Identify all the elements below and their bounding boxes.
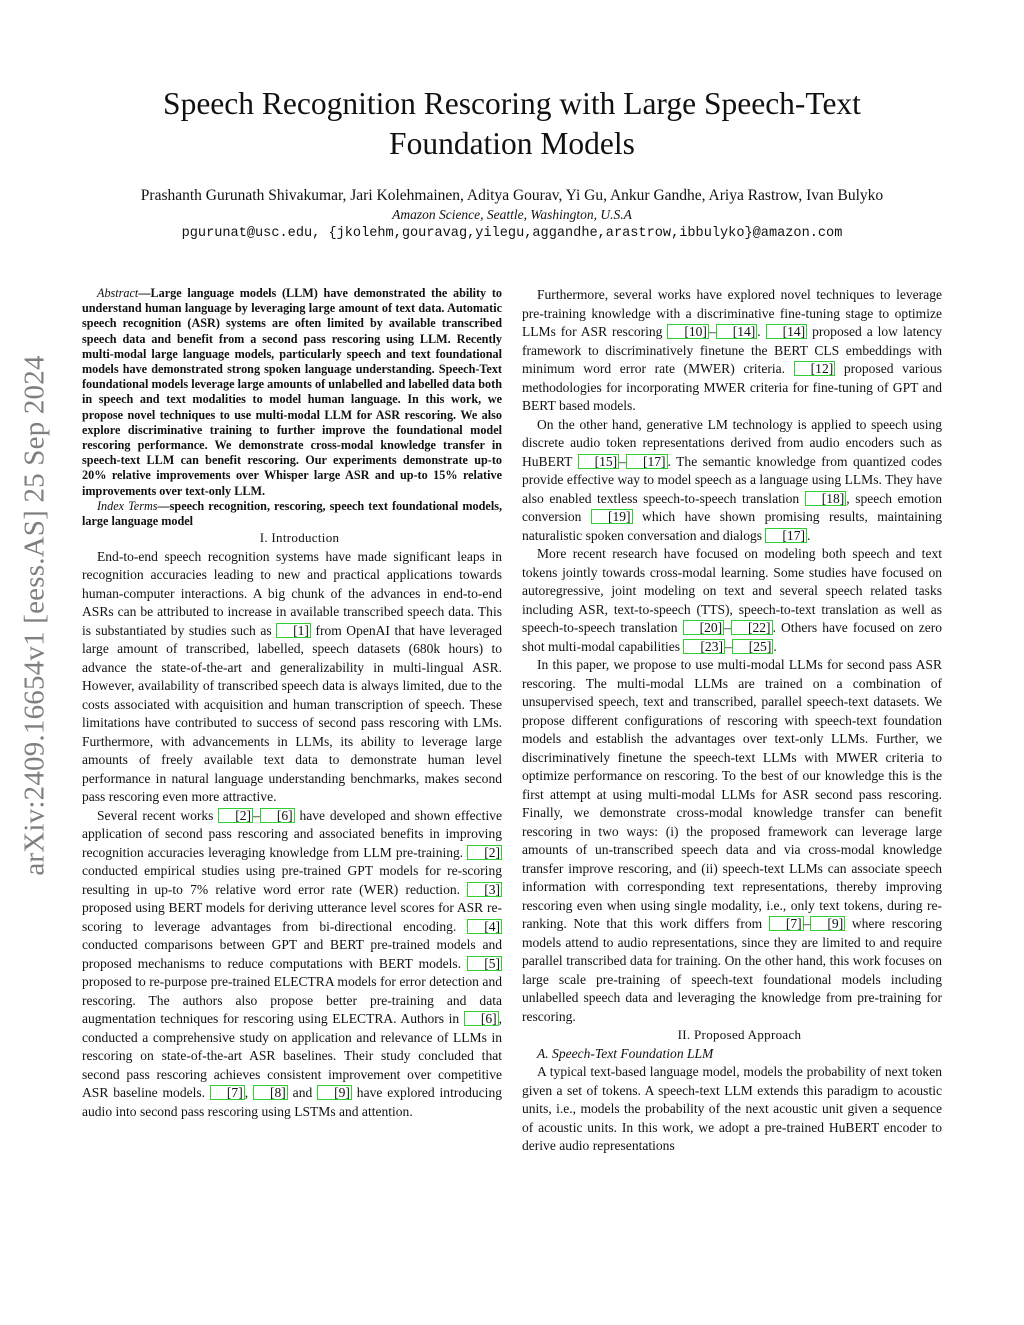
right-paragraph-1 [522, 286, 942, 416]
paragraph-text: . [773, 638, 777, 654]
citation-link[interactable]: [17] [765, 528, 807, 543]
citation-link[interactable]: [15] [578, 454, 620, 469]
section-heading-proposed-approach: II. Proposed Approach [677, 1027, 802, 1042]
paragraph-text: and [287, 1085, 318, 1101]
paragraph-text: have developed and shown effective application of second pass rescoring and associated benefits in improving recognition accuracies leveraging knowledge from LLM pre-training. [82, 807, 502, 860]
right-paragraph-2 [522, 416, 942, 546]
citation-link[interactable]: [7] [210, 1085, 245, 1100]
citation-link[interactable]: [5] [467, 956, 502, 971]
citation-link[interactable]: [7] [769, 916, 804, 931]
paragraph-text: where rescoring models attend to audio representations, since they are limited to and require parallel transcribed data for training. On the other hand, this work focuses on large scale pre-training of speech-text foundational models including unlabelled speech data and leveraging the knowledge from pre-training for rescoring. [522, 916, 942, 1024]
citation-link[interactable]: [23] [683, 639, 725, 654]
citation-link[interactable]: [6] [464, 1011, 499, 1026]
paragraph-text: , speech emotion conversion [522, 490, 942, 524]
arxiv-identifier: arXiv:2409.16654v1 [eess.AS] 25 Sep 2024 [18, 354, 51, 876]
citation-link[interactable]: [1] [276, 623, 311, 638]
subsection-heading-speech-text-llm: A. Speech-Text Foundation LLM [537, 1045, 714, 1061]
citation-link[interactable]: [6] [260, 808, 295, 823]
citation-link[interactable]: [12] [794, 361, 836, 376]
email-addresses: pgurunat@usc.edu, {jkolehm,gouravag,yilegu,aggandhe,arastrow,ibbulyko}@amazon.com [181, 226, 843, 241]
paragraph-text: which have shown promising results, maintaining naturalistic spoken conversation and dialogs [522, 509, 942, 543]
paragraph-text: – [803, 916, 811, 931]
paragraph-text: End-to-end speech recognition systems have made significant leaps in recognition accuracies leading to new and practical applications towards human-computer interactions. A big chunk of the advances in end-to-end ASRs can be attributed to increase in available transcribed speech data. This is substantiated by studies such as [82, 548, 502, 638]
paragraph-text: – [619, 453, 626, 469]
citation-link[interactable]: [10] [667, 324, 709, 339]
paragraph-text: Furthermore, several works have explored novel techniques to leverage pre-training knowledge with a discriminative fine-tuning stage to optimize LLMs for ASR rescoring [522, 287, 942, 339]
paragraph-text: In this paper, we propose to use multi-modal LLMs for second pass ASR rescoring. The multi-modal LLMs are trained on a combination of unsupervised speech, text and transcribed, parallel speech-text datasets. We propose different configurations of rescoring with speech-text foundation models and establish the advantages over text-only LLMs. Further, we discriminatively finetune the speech-text LLMs with MWER criteria to optimize performance on rescoring. To the best of our knowledge this is the first attempt at using multi-modal LLMs for ASR second pass rescoring. Finally, we demonstrate cross-modal knowledge transfer can benefit rescoring in two ways: (i) the proposed framework can leverage large amounts of un-transcribed speech data and via cross-modal knowledge transfer improve rescoring, and (ii) speech-text LLMs can associate speech information with corresponding text representations, thereby improving rescoring even when using single modality, i.e., only text tokens, during re-ranking. Note that this work differs from [522, 657, 942, 931]
author-list: Prashanth Gurunath Shivakumar, Jari Kolehmainen, Aditya Gourav, Yi Gu, Ankur Gandhe, Ariya Rastrow, Ivan Bulyko [140, 187, 884, 204]
citation-link[interactable]: [20] [683, 620, 725, 635]
paragraph-text: . Others have focused on zero shot multi-modal capabilities [522, 620, 943, 654]
paragraph-text: . [807, 527, 811, 543]
section-heading-introduction: I. Introduction [259, 530, 340, 546]
abstract-lead: Abstract [97, 286, 139, 300]
paragraph-text: proposed using BERT models for deriving utterance level scores for ASR re-scoring to leverage advantages from bi-directional encoding. [82, 900, 502, 934]
paragraph-text: proposed to re-purpose pre-trained ELECTRA models for error detection and rescoring. The authors also propose better pre-training and data augmentation techniques for rescoring using ELECTRA. Authors in [82, 974, 502, 1027]
citation-link[interactable]: [2] [218, 808, 253, 823]
paragraph-text: Several recent works [97, 807, 219, 823]
abstract [82, 286, 502, 499]
citation-link[interactable]: [3] [467, 882, 502, 897]
citation-link[interactable]: [22] [731, 620, 773, 635]
paper-title [80, 84, 944, 164]
paragraph-text: – [253, 807, 260, 823]
citation-link[interactable]: [17] [626, 454, 668, 469]
paragraph-text: – [724, 620, 731, 635]
paragraph-text: from OpenAI that have leveraged large amount of transcribed, labelled, speech datasets (680k hours) to advance the state-of-the-art and generalizability in multi-lingual ASR. However, availability of transcribed speech data is always limited, due to the costs associated with acquisition and human transcription of speech. These limitations have contributed to success of second pass rescoring with LMs. Furthermore, with advancements in LLMs, its ability to leverage large amounts of freely available text data to demonstrate human level performance in natural language understanding benchmarks, makes second pass rescoring even more attractive. [82, 622, 502, 805]
citation-link[interactable]: [25] [732, 639, 774, 654]
index-terms-lead: Index Terms [97, 498, 158, 513]
citation-link[interactable]: [14] [716, 324, 758, 339]
citation-link[interactable]: [14] [766, 324, 808, 339]
index-terms [82, 499, 502, 529]
citation-link[interactable]: [18] [805, 491, 847, 506]
paragraph-text: conducted comparisons between GPT and BERT pre-trained models and proposed mechanisms to reduce computations with BERT models. [82, 937, 502, 971]
title-line-2: Foundation Models [389, 126, 635, 161]
citation-link[interactable]: [4] [467, 919, 502, 934]
paragraph-text: . The semantic knowledge from quantized codes provide effective way to model speech as a language using LLMs. They have also enabled textless speech-to-speech translation [522, 453, 942, 506]
paragraph-text: – [724, 638, 732, 654]
intro-paragraph-2 [82, 807, 502, 1122]
paragraph-text: , conducted a comprehensive study on application and relevance of LLMs in rescoring on state-of-the-art ASR baselines. Their study concluded that second pass rescoring achieves consistent improvement over competitive ASR baseline models. [82, 1011, 502, 1101]
right-paragraph-5: A typical text-based language model, models the probability of next token given a set of tokens. A speech-text LLM extends this paradigm to acoustic units, i.e., models the probability of the next acoustic unit given a sequence of acoustic units. In this work, we adopt a pre-trained HuBERT encoder to derive audio representations [522, 1064, 942, 1153]
right-column [522, 286, 942, 1156]
paragraph-text: – [708, 324, 716, 339]
paragraph-text: , [244, 1085, 253, 1101]
index-terms-text: —speech recognition, rescoring, speech text foundational models, large language model [82, 498, 502, 529]
intro-paragraph-1 [82, 548, 502, 807]
left-column [82, 286, 502, 1121]
title-line-1: Speech Recognition Rescoring with Large Speech-Text [163, 86, 861, 121]
citation-link[interactable]: [19] [591, 509, 633, 524]
paragraph-text: . [757, 324, 766, 339]
paragraph-text: have explored introducing audio into second pass rescoring using LSTMs and attention. [82, 1085, 502, 1119]
right-paragraph-3 [522, 545, 942, 656]
paragraph-text: On the other hand, generative LM technology is applied to speech using discrete audio token representations derived from audio encoders such as HuBERT [522, 416, 942, 469]
paragraph-text: proposed various methodologies for incorporating MWER criteria for fine-tuning of GPT and BERT based models. [522, 361, 942, 413]
paragraph-text: conducted empirical studies using pre-trained GPT models for re-scoring resulting in up-to 7% relative word error rate (WER) reduction. [82, 863, 502, 897]
arxiv-identifier-stamp [14, 300, 56, 930]
citation-link[interactable]: [9] [810, 916, 845, 931]
affiliation: Amazon Science, Seattle, Washington, U.S.A [392, 207, 632, 222]
citation-link[interactable]: [8] [253, 1085, 288, 1100]
citation-link[interactable]: [2] [467, 845, 502, 860]
citation-link[interactable]: [9] [317, 1085, 352, 1100]
abstract-text: —Large language models (LLM) have demonstrated the ability to understand human language by leveraging large amount of text data. Automatic speech recognition (ASR) systems are often limited by available transcribed speech data and benefit from a second pass rescoring using LLM. Recently multi-modal large language models, particularly speech and text foundational models have demonstrated strong spoken language understanding. Speech-Text foundational models leverage large amounts of unlabelled and labelled data both in speech and text modalities to model human language. In this work, we propose novel techniques to use multi-modal LLM for ASR rescoring. We also explore discriminative training to further improve the foundational model rescoring performance. We demonstrate cross-modal knowledge transfer in speech-text LLM can benefit rescoring. Our experiments demonstrate up-to 20% relative improvements over Whisper large ASR and up-to 15% relative improvements over text-only LLM. [82, 286, 502, 498]
paragraph-text: More recent research have focused on modeling both speech and text tokens jointly towards cross-modal learning. Some studies have focused on autoregressive, joint modeling on text and several speech related tasks including ASR, text-to-speech (TTS), speech-to-text translation as well as speech-to-speech translation [522, 546, 942, 635]
paragraph-text: proposed a low latency framework to discriminatively finetune the BERT CLS embeddings with minimum word error rate (MWER) criteria. [522, 324, 942, 376]
right-paragraph-4 [522, 656, 942, 1026]
